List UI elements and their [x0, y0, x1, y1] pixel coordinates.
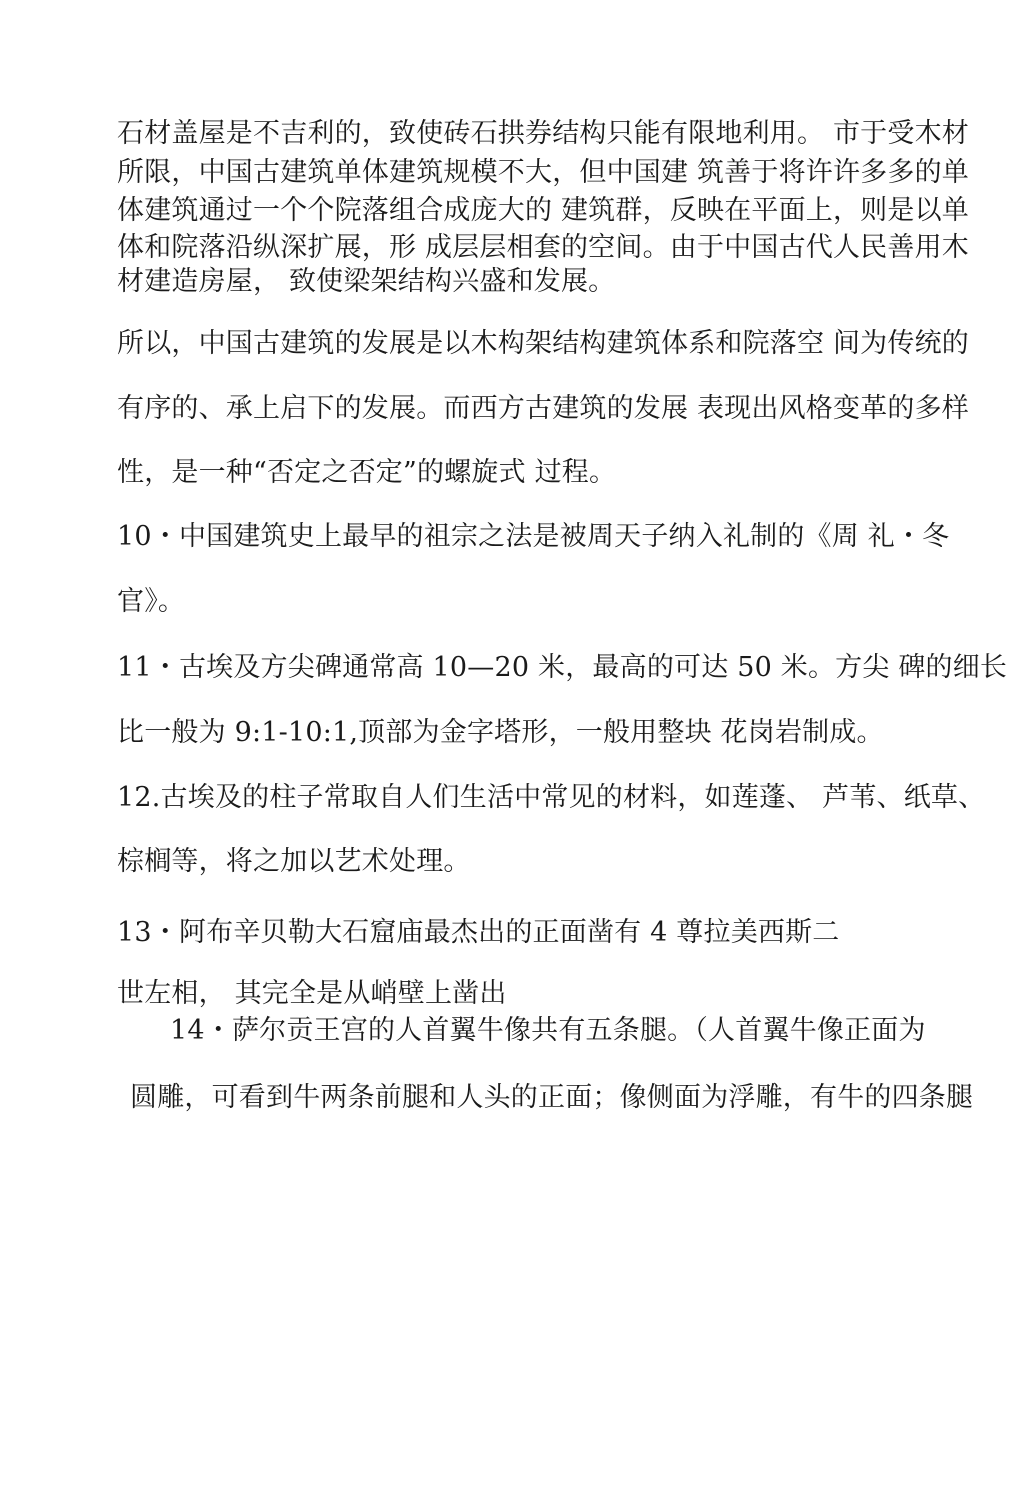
text-line: 石材盖屋是不吉利的，致使砖石拱券结构只能有限地利用。 市于受木材	[117, 118, 969, 149]
text-line: 12.古埃及的柱子常取自人们生活中常见的材料，如莲蓬、 芦苇、纸草、	[117, 782, 986, 813]
text-line: 11・古埃及方尖碑通常高 10—20 米，最高的可达 50 米。方尖 碑的细长	[117, 652, 1008, 683]
text-line: 13・阿布辛贝勒大石窟庙最杰出的正面凿有 4 尊拉美西斯二	[117, 917, 840, 948]
text-line: 棕榈等，将之加以艺术处理。	[117, 846, 471, 877]
text-line: 所限，中国古建筑单体建筑规模不大，但中国建 筑善于将许许多多的单	[117, 157, 969, 188]
text-line: 所以，中国古建筑的发展是以木构架结构建筑体系和院落空 间为传统的	[117, 328, 969, 359]
text-line: 10・中国建筑史上最早的祖宗之法是被周天子纳入礼制的《周 礼・冬	[117, 521, 950, 552]
text-line: 世左相， 其完全是从峭壁上凿出	[117, 978, 507, 1009]
text-line: 比一般为 9:1-10:1,顶部为金字塔形，一般用整块 花岗岩制成。	[117, 717, 884, 748]
text-line: 性，是一种“否定之否定”的螺旋式 过程。	[117, 457, 617, 488]
text-line: 材建造房屋， 致使梁架结构兴盛和发展。	[117, 266, 616, 297]
text-line: 圆雕，可看到牛两条前腿和人头的正面；像侧面为浮雕，有牛的四条腿	[130, 1082, 974, 1113]
text-line: 有序的、承上启下的发展。而西方古建筑的发展 表现出风格变革的多样	[117, 393, 969, 424]
text-line: 14・萨尔贡王宫的人首翼牛像共有五条腿。（人首翼牛像正面为	[170, 1015, 926, 1046]
text-line: 官》。	[117, 586, 186, 617]
text-line: 体建筑通过一个个院落组合成庞大的 建筑群，反映在平面上，则是以单	[117, 195, 969, 226]
text-line: 体和院落沿纵深扩展，形 成层层相套的空间。由于中国古代人民善用木	[117, 232, 969, 263]
